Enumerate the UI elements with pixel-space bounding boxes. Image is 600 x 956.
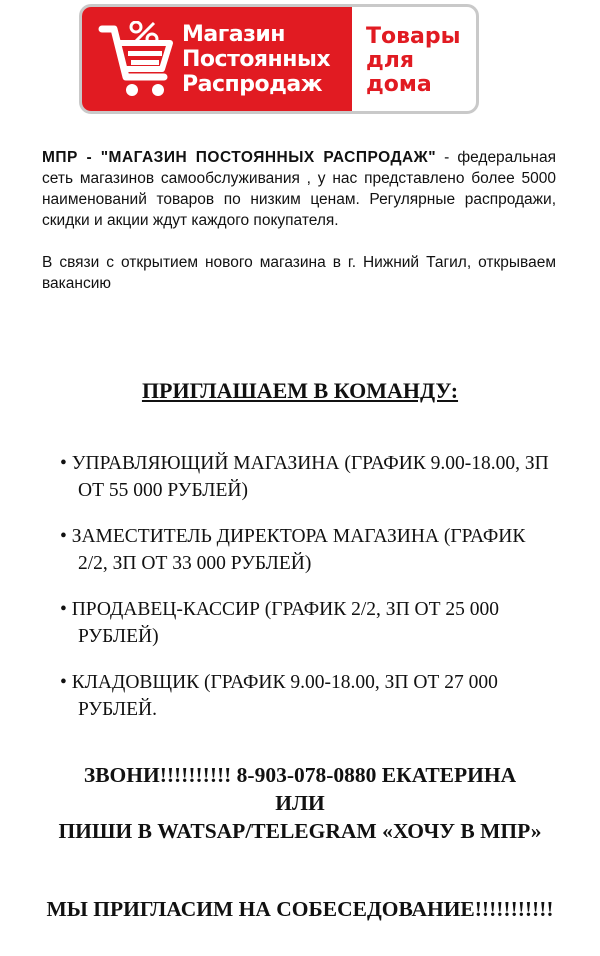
logo-main-text [182, 22, 330, 97]
contact-block [0, 761, 600, 845]
vacancy-item: • УПРАВЛЯЮЩИЙ МАГАЗИНА (ГРАФИК 9.00-18.00, ЗП ОТ 55 000 РУБЛЕЙ) [60, 450, 550, 504]
logo-sub-text [366, 25, 461, 97]
logo-main-line: Постоянных [182, 47, 331, 72]
vacancy-item: • ПРОДАВЕЦ-КАССИР (ГРАФИК 2/2, ЗП ОТ 25 000 РУБЛЕЙ) [60, 596, 550, 650]
invite-line: МЫ ПРИГЛАСИМ НА СОБЕСЕДОВАНИЕ!!!!!!!!!!! [46, 897, 554, 921]
cart-percent-icon [98, 21, 178, 101]
contact-or: ИЛИ [275, 791, 325, 815]
logo-sub-line: Товары [366, 24, 461, 49]
intro-text [42, 147, 556, 315]
logo [79, 4, 479, 114]
logo-red-panel [82, 7, 352, 111]
logo-main-line: Распродаж [182, 72, 323, 97]
invite-text [0, 895, 600, 923]
intro-paragraph [42, 147, 556, 231]
contact-messenger: ПИШИ В WATSAP/TELEGRAM «ХОЧУ В МПР» [58, 819, 542, 843]
logo-main-line: Магазин [182, 22, 285, 47]
page-heading: ПРИГЛАШАЕМ В КОМАНДУ: [141, 378, 459, 403]
vacancy-item: • КЛАДОВЩИК (ГРАФИК 9.00-18.00, ЗП ОТ 27 000 РУБЛЕЙ. [60, 669, 550, 723]
logo-sub-line: для [366, 48, 415, 73]
contact-phone: ЗВОНИ!!!!!!!!!! 8-903-078-0880 ЕКАТЕРИНА [83, 763, 517, 787]
logo-sub-line: дома [366, 72, 432, 97]
vacancy-item: • ЗАМЕСТИТЕЛЬ ДИРЕКТОРА МАГАЗИНА (ГРАФИК 2/2, ЗП ОТ 33 000 РУБЛЕЙ) [60, 523, 550, 577]
opening-paragraph: В связи с открытием нового магазина в г. Нижний Тагил, открываем вакансию [42, 254, 556, 292]
intro-description: - федеральная сеть магазинов самообслуживания , у нас представлено более 5000 наименований товаров по низким ценам. Регулярные распродажи, скидки и акции ждут каждого покупателя. [42, 149, 556, 229]
intro-lead: МПР - "МАГАЗИН ПОСТОЯННЫХ РАСПРОДАЖ" [42, 149, 437, 166]
vacancy-list [60, 450, 550, 742]
